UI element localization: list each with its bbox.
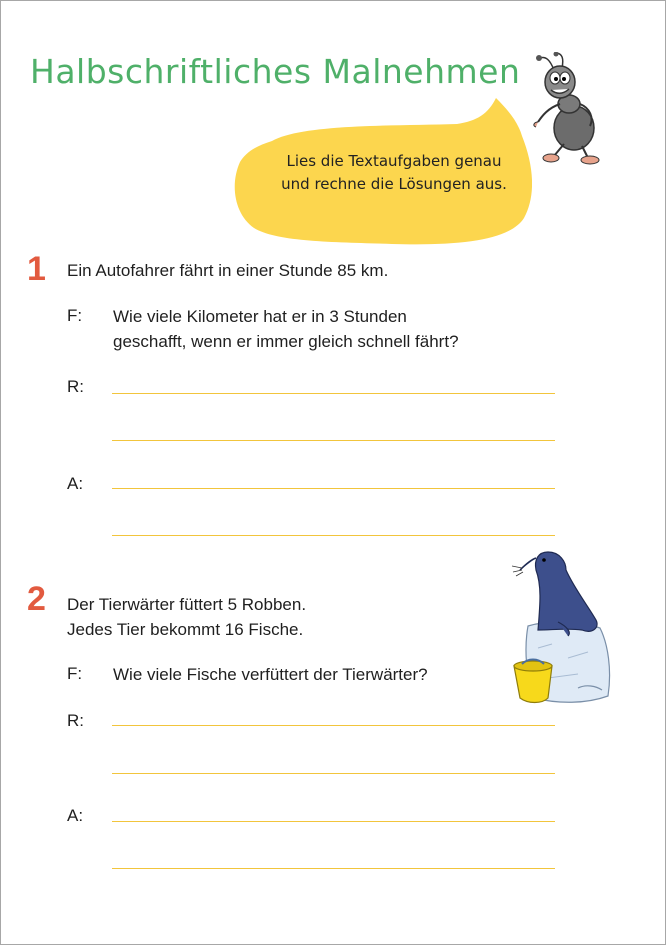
task-2-calculation-label: R: bbox=[67, 711, 84, 730]
speech-bubble-line-2: und rechne die Lösungen aus. bbox=[281, 175, 507, 193]
task-1-number: 1 bbox=[27, 250, 46, 288]
page-title: Halbschriftliches Malnehmen bbox=[30, 52, 521, 91]
speech-bubble-line-1: Lies die Textaufgaben genau bbox=[286, 152, 502, 170]
task-1-calculation-line-1[interactable] bbox=[112, 393, 555, 394]
task-1-question-line-2: geschafft, wenn er immer gleich schnell fährt? bbox=[113, 332, 459, 351]
speech-bubble-text bbox=[262, 150, 526, 196]
task-1-answer-label: A: bbox=[67, 474, 84, 493]
task-2-number: 2 bbox=[27, 580, 46, 618]
task-1-calculation-label: R: bbox=[67, 377, 84, 396]
task-1-question-label: F: bbox=[67, 306, 83, 325]
task-2-calculation-line-1[interactable] bbox=[112, 725, 555, 726]
task-2-calculation-line-2[interactable] bbox=[112, 773, 555, 774]
task-1-answer-line-1[interactable] bbox=[112, 488, 555, 489]
task-2-text-line-2: Jedes Tier bekommt 16 Fische. bbox=[67, 620, 304, 639]
task-2-text-line-1: Der Tierwärter füttert 5 Robben. bbox=[67, 595, 307, 614]
task-2-answer-line-2[interactable] bbox=[112, 868, 555, 869]
task-2-answer-line-1[interactable] bbox=[112, 821, 555, 822]
task-1-answer-line-2[interactable] bbox=[112, 535, 555, 536]
task-1-text: Ein Autofahrer fährt in einer Stunde 85 km. bbox=[67, 261, 389, 280]
seal-illustration bbox=[508, 548, 620, 708]
task-1-question-line-1: Wie viele Kilometer hat er in 3 Stunden bbox=[113, 307, 407, 326]
task-2-question-line-1: Wie viele Fische verfüttert der Tierwärter? bbox=[113, 665, 428, 684]
task-1-calculation-line-2[interactable] bbox=[112, 440, 555, 441]
task-2-answer-label: A: bbox=[67, 806, 84, 825]
task-2-question-label: F: bbox=[67, 664, 83, 683]
ant-mascot-illustration bbox=[524, 52, 604, 167]
